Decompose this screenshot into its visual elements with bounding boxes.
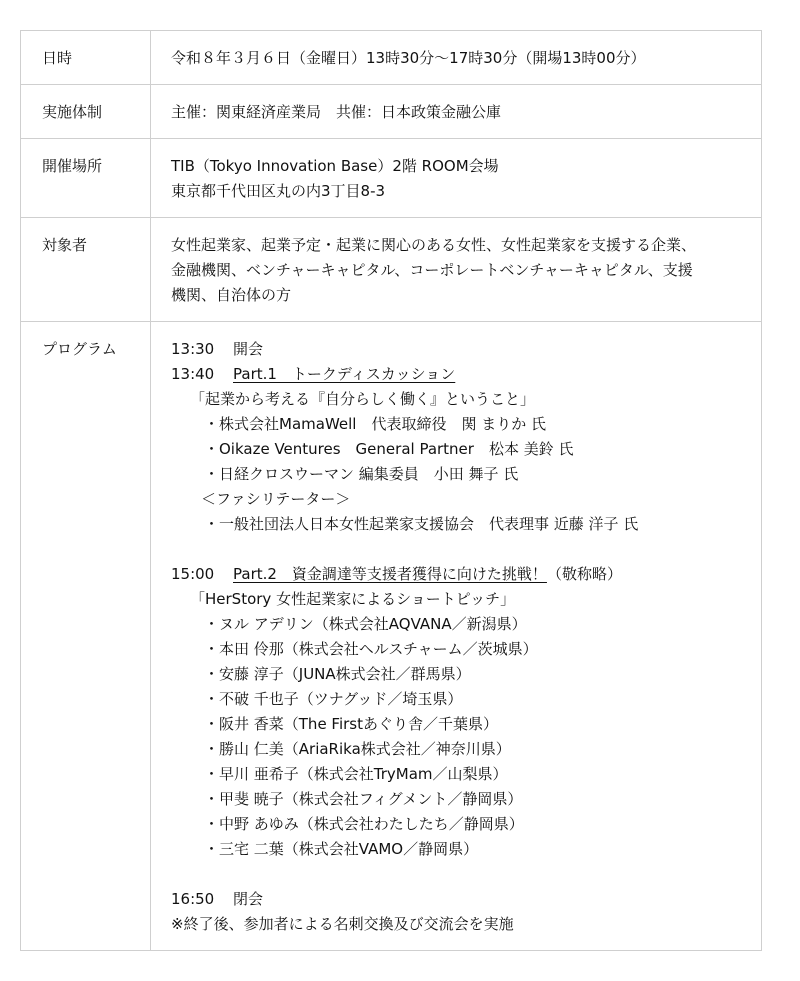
- pitcher-item: ・甲斐 暁子（株式会社フィグメント／静岡県）: [204, 790, 523, 808]
- target-line-2: 金融機関、ベンチャーキャピタル、コーポレートベンチャーキャピタル、支援: [171, 261, 693, 279]
- pitcher-item: ・本田 伶那（株式会社ヘルスチャーム／茨城県）: [204, 640, 538, 658]
- pitcher-item: ・安藤 淳子（JUNA株式会社／群馬県）: [204, 665, 471, 683]
- target-line-3: 機関、自治体の方: [171, 286, 292, 304]
- row-datetime: [21, 31, 762, 85]
- part2-title: Part.2 資金調達等支援者獲得に向けた挑戦！: [233, 565, 547, 583]
- part1-speaker: ・日経クロスウーマン 編集委員 小田 舞子 氏: [204, 465, 519, 483]
- organizer-text: 主催：関東経済産業局 共催：日本政策金融公庫: [171, 103, 502, 121]
- facilitator-heading: ＜ファシリテーター＞: [201, 490, 351, 508]
- event-info-table: [20, 30, 762, 951]
- part2-time: 15:00: [171, 565, 215, 583]
- value-venue: [151, 139, 762, 218]
- part1-title: Part.1 トークディスカッション: [233, 365, 456, 383]
- datetime-text: 令和８年３月６日（金曜日）13時30分～17時30分（開場13時00分）: [171, 49, 646, 67]
- close-time: 16:50: [171, 890, 215, 908]
- program-part2: [171, 562, 751, 587]
- pitcher-item: ・三宅 二葉（株式会社VAMO／静岡県）: [204, 840, 479, 858]
- value-program: [151, 322, 762, 951]
- part1-speaker: ・株式会社MamaWell 代表取締役 関 まりか 氏: [204, 415, 546, 433]
- open-time: 13:30: [171, 340, 215, 358]
- program-part1: [171, 362, 751, 387]
- pitcher-item: ・不破 千也子（ツナグッド／埼玉県）: [204, 690, 463, 708]
- target-line-1: 女性起業家、起業予定・起業に関心のある女性、女性起業家を支援する企業、: [171, 236, 697, 254]
- label-venue: 開催場所: [21, 139, 151, 218]
- close-text: 閉会: [233, 890, 264, 908]
- pitcher-item: ・ヌル アデリン（株式会社AQVANA／新潟県）: [204, 615, 527, 633]
- pitcher-item: ・中野 あゆみ（株式会社わたしたち／静岡県）: [204, 815, 524, 833]
- value-datetime: [151, 31, 762, 85]
- pitcher-item: ・勝山 仁美（AriaRika株式会社／神奈川県）: [204, 740, 511, 758]
- label-organizer: 実施体制: [21, 85, 151, 139]
- part2-theme: 「HerStory 女性起業家によるショートピッチ」: [190, 590, 516, 608]
- program-open: [171, 337, 751, 362]
- label-target: 対象者: [21, 218, 151, 322]
- label-datetime: 日時: [21, 31, 151, 85]
- program-footnote: ※終了後、参加者による名刺交換及び交流会を実施: [171, 915, 514, 933]
- venue-address: 東京都千代田区丸の内3丁目8-3: [171, 182, 386, 200]
- part1-time: 13:40: [171, 365, 215, 383]
- row-venue: [21, 139, 762, 218]
- program-close: [171, 887, 751, 912]
- value-target: [151, 218, 762, 322]
- value-organizer: [151, 85, 762, 139]
- row-program: [21, 322, 762, 951]
- pitcher-item: ・早川 亜希子（株式会社TryMam／山梨県）: [204, 765, 508, 783]
- label-program: プログラム: [21, 322, 151, 951]
- row-target: [21, 218, 762, 322]
- part2-note: （敬称略）: [546, 565, 622, 583]
- part1-theme: 「起業から考える『自分らしく働く』ということ」: [190, 390, 536, 408]
- spacer: [171, 862, 751, 887]
- part1-speaker: ・Oikaze Ventures General Partner 松本 美鈴 氏: [204, 440, 574, 458]
- facilitator: ・一般社団法人日本女性起業家支援協会 代表理事 近藤 洋子 氏: [204, 515, 639, 533]
- spacer: [171, 537, 751, 562]
- open-text: 開会: [233, 340, 264, 358]
- pitcher-item: ・阪井 香菜（The Firstあぐり舎／千葉県）: [204, 715, 499, 733]
- venue-name: TIB（Tokyo Innovation Base）2階 ROOM会場: [171, 157, 499, 175]
- row-organizer: [21, 85, 762, 139]
